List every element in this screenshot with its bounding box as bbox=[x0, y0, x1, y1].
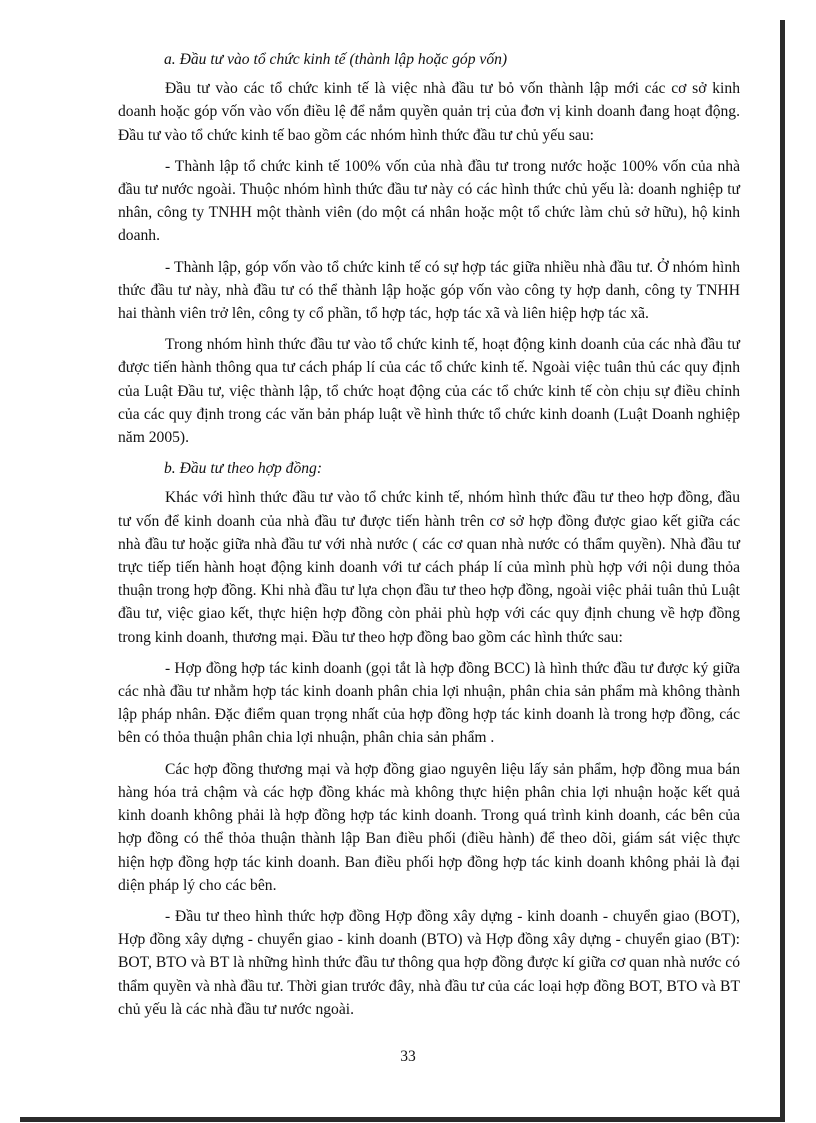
page-content bbox=[118, 48, 740, 1029]
section-b-paragraph: Khác với hình thức đầu tư vào tổ chức kinh tế, nhóm hình thức đầu tư theo hợp đồng, đầu tư vốn để kinh doanh của nhà đầu tư được tiến hành trên cơ sở hợp đồng được giao kết giữa các nhà đầu tư hoặc giữa nhà đầu tư với nhà nước ( các cơ quan nhà nước có thẩm quyền). Nhà đầu tư trực tiếp tiến hành hoạt động kinh doanh với tư cách pháp lí của mình phù hợp với nội dung thỏa thuận trong hợp đồng. Khi nhà đầu tư lựa chọn đầu tư theo hợp đồng, ngoài việc phải tuân thủ Luật đầu tư, việc giao kết, thực hiện hợp đồng còn phải phù hợp với các quy định chung về hợp đồng trong kinh doanh, thương mại. Đầu tư theo hợp đồng bao gồm các hình thức sau: bbox=[118, 489, 740, 646]
section-a-paragraph: - Thành lập tổ chức kinh tế 100% vốn của nhà đầu tư trong nước hoặc 100% vốn của nhà đầu tư nước ngoài. Thuộc nhóm hình thức đầu tư này có các hình thức chủ yếu là: doanh nghiệp tư nhân, công ty TNHH một thành viên (do một cá nhân hoặc một tổ chức làm chủ sở hữu), hộ kinh doanh. bbox=[118, 157, 740, 245]
page-shadow-right bbox=[780, 20, 785, 1119]
page-shadow-bottom bbox=[20, 1117, 785, 1122]
section-b-paragraph: Các hợp đồng thương mại và hợp đồng giao nguyên liệu lấy sản phẩm, hợp đồng mua bán hàng hóa trả chậm và các hợp đồng khác mà không thực hiện phân chia lợi nhuận hoặc kết quả kinh doanh không phải là hợp đồng hợp tác kinh doanh. Trong quá trình kinh doanh, các bên của hợp đồng có thể thỏa thuận thành lập Ban điều phối (điều hành) để theo dõi, giám sát việc thực hiện hợp đồng hợp tác kinh doanh. Ban điều phối hợp đồng hợp tác kinh doanh không phải là đại diện pháp lý cho các bên. bbox=[118, 760, 740, 894]
section-b-paragraph: - Hợp đồng hợp tác kinh doanh (gọi tắt là hợp đồng BCC) là hình thức đầu tư được ký giữa các nhà đầu tư nhằm hợp tác kinh doanh phân chia lợi nhuận, phân chia sản phẩm mà không thành lập pháp nhân. Đặc điểm quan trọng nhất của hợp đồng hợp tác kinh doanh là trong hợp đồng, các bên có thỏa thuận phân chia lợi nhuận, phân chia sản phẩm . bbox=[118, 659, 740, 747]
section-a-paragraph: Đầu tư vào các tổ chức kinh tế là việc nhà đầu tư bỏ vốn thành lập mới các cơ sở kinh doanh hoặc góp vốn vào vốn điều lệ để nắm quyền quản trị của đơn vị kinh doanh đang hoạt động. Đầu tư vào tổ chức kinh tế bao gồm các nhóm hình thức đầu tư chủ yếu sau: bbox=[118, 80, 740, 144]
page-number: 33 bbox=[400, 1048, 416, 1065]
section-b-heading: b. Đầu tư theo hợp đồng: bbox=[164, 460, 323, 478]
section-b-paragraph: - Đầu tư theo hình thức hợp đồng Hợp đồng xây dựng - kinh doanh - chuyển giao (BOT), Hợp đồng xây dựng - chuyển giao - kinh doanh (BTO) và Hợp đồng xây dựng - chuyển giao (BT): BOT, BTO và BT là những hình thức đầu tư thông qua hợp đồng được kí giữa cơ quan nhà nước có thẩm quyền và nhà đầu tư. Thời gian trước đây, nhà đầu tư của các loại hợp đồng BOT, BTO và BT chủ yếu là các nhà đầu tư nước ngoài. bbox=[118, 907, 740, 1018]
section-a-heading: a. Đầu tư vào tổ chức kinh tế (thành lập hoặc góp vốn) bbox=[164, 51, 508, 68]
section-a-paragraph: - Thành lập, góp vốn vào tổ chức kinh tế có sự hợp tác giữa nhiều nhà đầu tư. Ở nhóm hình thức đầu tư này, nhà đầu tư có thể thành lập hoặc góp vốn vào công ty hợp danh, công ty TNHH hai thành viên trở lên, công ty cổ phần, tổ hợp tác, hợp tác xã và liên hiệp hợp tác xã. bbox=[118, 258, 740, 323]
section-a-paragraph: Trong nhóm hình thức đầu tư vào tổ chức kinh tế, hoạt động kinh doanh của các nhà đầu tư được tiến hành thông qua tư cách pháp lí của các tổ chức kinh tế. Ngoài việc tuân thủ các quy định của Luật Đầu tư, việc thành lập, tổ chức hoạt động của các tổ chức kinh tế còn chịu sự điều chỉnh của các quy định trong các văn bản pháp luật về hình thức tổ chức kinh doanh (Luật Doanh nghiệp năm 2005). bbox=[118, 336, 740, 447]
